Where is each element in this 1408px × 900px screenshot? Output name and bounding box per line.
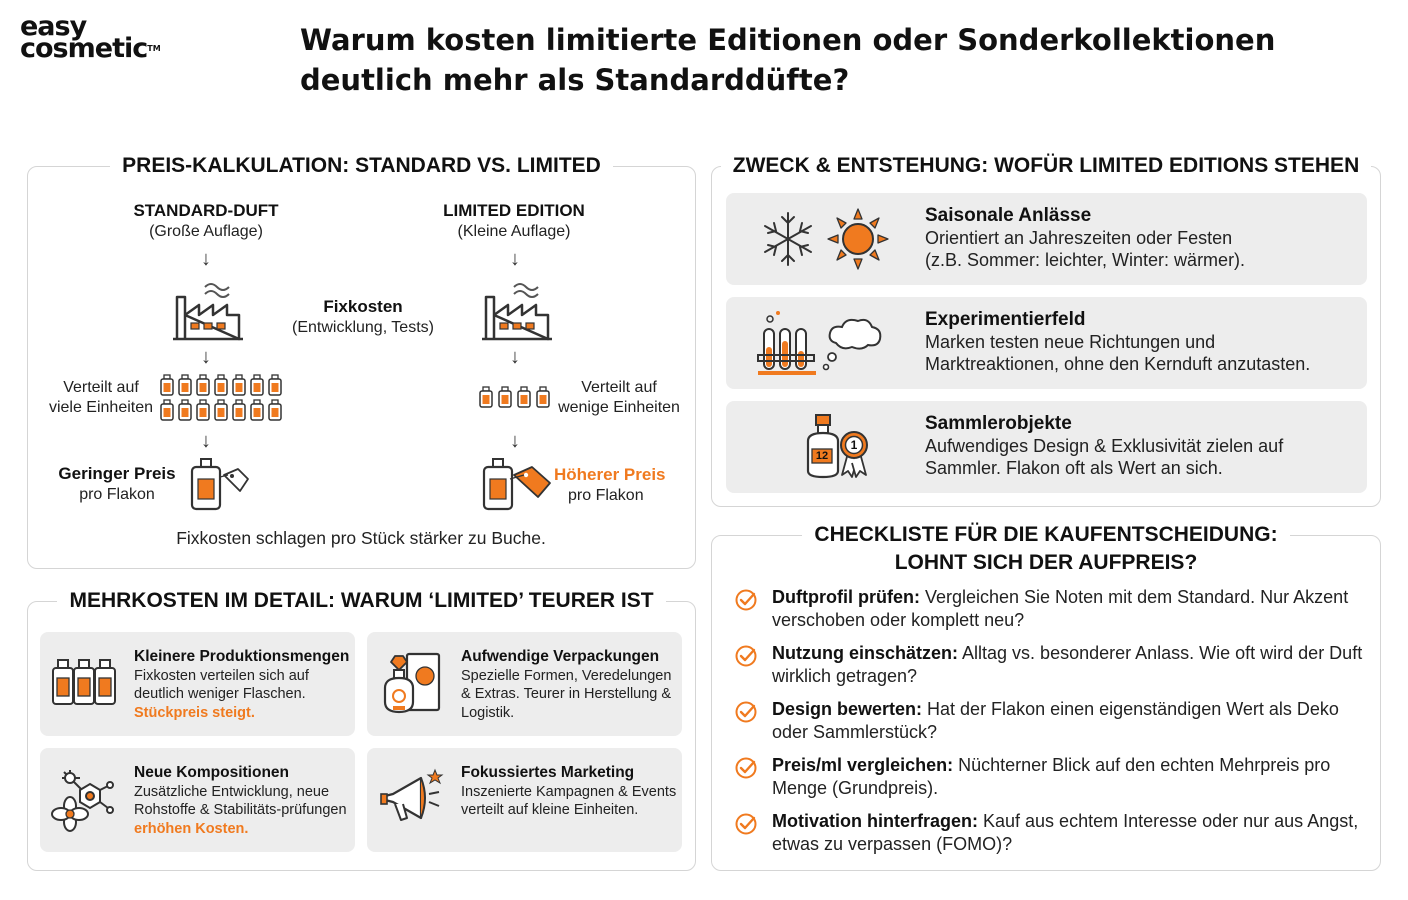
limited-subtitle: (Kleine Auflage)	[457, 223, 571, 240]
snowflake-sun-icon	[756, 205, 896, 273]
purpose-title: Saisonale Anlässe	[925, 205, 1092, 226]
checklist-panel: CHECKLISTE FÜR DIE KAUFENTSCHEIDUNG: LOHNT SICH DER AUFPREIS? Duftprofil prüfen: Vergleichen Sie Noten mit dem Standard. Nur Akzent verschoben oder komplett neu? Nutzung einschätzen: Alltag vs. besonderer Anlass. Wie oft wird der Duft wirklich getragen? Design bewerten: Hat der Flakon einen eigenständigen Wert als Deko oder Sammlerstück? Preis/ml vergleichen: Nüchterner Blick auf den echten Mehrpreis pro Menge (Grundpreis). Motivation hinterfragen: Kauf aus echtem Interesse oder nur aus Angst, etwas zu verpassen (FOMO)?	[711, 535, 1381, 871]
purpose-title: Experimentierfeld	[925, 309, 1086, 330]
limited-distribution: Verteilt auf wenige Einheiten	[558, 379, 680, 416]
arrow-down: ↓	[201, 346, 211, 368]
limited-title: LIMITED EDITION	[443, 201, 585, 220]
factory-icon	[478, 275, 554, 341]
standard-title: STANDARD-DUFT	[133, 201, 279, 220]
arrow-down: ↓	[510, 430, 520, 452]
check-circle-icon	[734, 700, 758, 724]
bottle-label: 12	[815, 450, 829, 462]
page-title-line-1: Warum kosten limitierte Editionen oder Sonderkollektionen	[300, 23, 1276, 57]
check-circle-icon	[734, 588, 758, 612]
cost-card	[40, 748, 355, 852]
factory-icon	[169, 275, 245, 341]
checklist-heading: CHECKLISTE FÜR DIE KAUFENTSCHEIDUNG: LOHNT SICH DER AUFPREIS?	[802, 521, 1289, 577]
megaphone-icon	[377, 766, 445, 834]
cost-card-title: Neue Kompositionen	[134, 764, 290, 781]
arrow-down: ↓	[201, 248, 211, 270]
purpose-row: Experimentierfeld Marken testen neue Richtungen und Marktreaktionen, ohne den Kernduft anzutasten.	[726, 297, 1367, 389]
cost-card-title: Aufwendige Verpackungen	[461, 648, 660, 665]
check-circle-icon	[734, 756, 758, 780]
check-circle-icon	[734, 812, 758, 836]
logo-line-2: cosmetic™	[20, 33, 161, 64]
molecule-flower-icon	[50, 766, 118, 834]
cost-card	[367, 748, 682, 852]
check-circle-icon	[734, 644, 758, 668]
limited-price: Höherer Preis pro Flakon	[554, 465, 666, 504]
cost-card-text: Inszenierte Kampagnen & Events verteilt auf kleine Einheiten.	[461, 783, 677, 818]
cost-card-text: Fixkosten verteilen sich auf deutlich weniger Flaschen.	[134, 667, 309, 702]
cost-card	[367, 632, 682, 736]
purpose-row: 12 1 Sammlerobjekte Aufwendiges Design & Exklusivität zielen auf Sammler. Flakon oft als Wert an sich.	[726, 401, 1367, 493]
many-bottles-icon	[159, 373, 289, 423]
test-tubes-cloud-icon	[756, 309, 896, 377]
cost-card-text: Zusätzliche Entwicklung, neue Rohstoffe & Stabilitäts-prüfungen	[134, 783, 347, 818]
calc-conclusion: Fixkosten schlagen pro Stück stärker zu Buche.	[176, 528, 546, 548]
purpose-panel	[711, 154, 1381, 507]
cost-card-text: Spezielle Formen, Veredelungen & Extras. Teurer in Herstellung & Logistik.	[461, 667, 672, 721]
perfume-bottle-icon	[188, 457, 250, 513]
standard-price: Geringer Preis pro Flakon	[58, 464, 176, 503]
collector-bottle-icon	[756, 413, 896, 481]
purpose-title: Sammlerobjekte	[925, 413, 1072, 434]
additional-costs-heading: MEHRKOSTEN IM DETAIL: WARUM ‘LIMITED’ TEURER IST	[57, 587, 665, 615]
bottles-icon	[50, 650, 118, 718]
cost-card-title: Kleinere Produktionsmengen	[134, 648, 350, 665]
arrow-down: ↓	[510, 346, 520, 368]
standard-header	[116, 201, 296, 242]
few-bottles-icon	[478, 385, 554, 411]
logo	[20, 11, 161, 64]
additional-costs-panel	[27, 589, 696, 871]
arrow-down: ↓	[201, 430, 211, 452]
standard-subtitle: (Große Auflage)	[149, 223, 263, 240]
cost-card	[40, 632, 355, 736]
badge-label: 1	[850, 438, 858, 452]
logo-line-1: easy	[20, 11, 87, 42]
arrow-down: ↓	[510, 248, 520, 270]
fixed-costs-label: Fixkosten (Entwicklung, Tests)	[292, 297, 434, 336]
page-title-line-2: deutlich mehr als Standarddüfte?	[300, 63, 850, 97]
limited-header	[424, 201, 604, 242]
standard-distribution: Verteilt auf viele Einheiten	[48, 379, 154, 416]
cost-card-highlight: erhöhen Kosten.	[134, 820, 249, 837]
logo-tm: TM	[147, 44, 161, 53]
packaging-icon	[377, 650, 445, 718]
purpose-heading: ZWECK & ENTSTEHUNG: WOFÜR LIMITED EDITIONS STEHEN	[721, 152, 1371, 180]
price-calculation-panel	[27, 154, 696, 569]
page-title	[300, 20, 1300, 100]
cost-card-title: Fokussiertes Marketing	[461, 764, 635, 781]
price-calculation-heading: PREIS-KALKULATION: STANDARD VS. LIMITED	[110, 152, 613, 180]
perfume-price-tag-icon	[480, 457, 552, 513]
cost-card-highlight: Stückpreis steigt.	[134, 704, 255, 721]
purpose-row: Saisonale Anlässe Orientiert an Jahreszeiten oder Festen (z.B. Sommer: leichter, Winter: wärmer).	[726, 193, 1367, 285]
